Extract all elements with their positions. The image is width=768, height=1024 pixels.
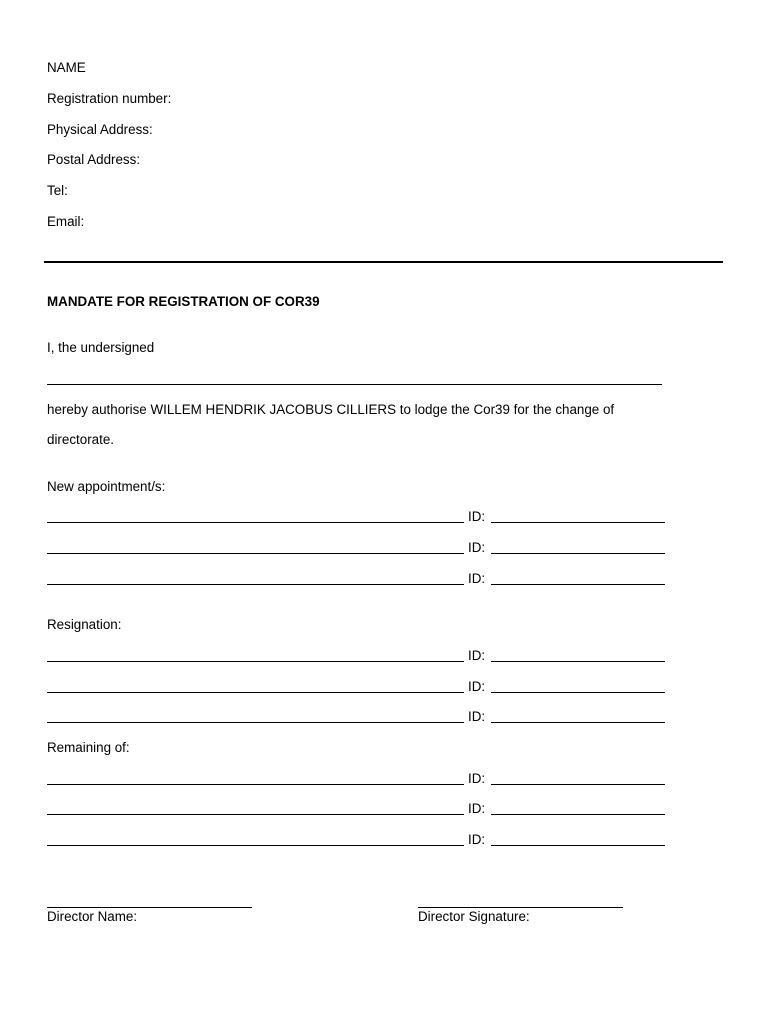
director-signature-label: Director Signature: [418, 909, 530, 924]
appointee-name-line[interactable] [47, 584, 464, 585]
id-number-line[interactable] [491, 661, 665, 662]
authorise-text-line1: hereby authorise WILLEM HENDRIK JACOBUS CILLIERS to lodge the Cor39 for the change of [47, 402, 615, 417]
id-label: ID: [468, 648, 486, 663]
remaining-director-name-line[interactable] [47, 845, 464, 846]
appointee-name-line[interactable] [47, 522, 464, 523]
id-number-line[interactable] [491, 845, 665, 846]
director-name-label: Director Name: [47, 909, 138, 924]
remaining-row [47, 771, 667, 789]
id-label: ID: [468, 679, 486, 694]
tel-label: Tel: [47, 183, 68, 198]
id-label: ID: [468, 832, 486, 847]
id-number-line[interactable] [491, 692, 665, 693]
id-number-line[interactable] [491, 553, 665, 554]
physical-address-label: Physical Address: [47, 122, 153, 137]
id-number-line[interactable] [491, 522, 665, 523]
id-label: ID: [468, 801, 486, 816]
id-label: ID: [468, 571, 486, 586]
director-signature-line[interactable] [418, 907, 623, 908]
email-label: Email: [47, 214, 85, 229]
id-number-line[interactable] [491, 722, 665, 723]
new-appointment-row [47, 540, 667, 558]
undersigned-intro: I, the undersigned [47, 340, 155, 355]
id-label: ID: [468, 509, 486, 524]
resignee-name-line[interactable] [47, 692, 464, 693]
remaining-row [47, 801, 667, 819]
undersigned-name-line[interactable] [47, 384, 662, 385]
id-label: ID: [468, 709, 486, 724]
id-label: ID: [468, 771, 486, 786]
registration-number-label: Registration number: [47, 91, 172, 106]
resignation-row [47, 648, 667, 666]
resignee-name-line[interactable] [47, 661, 464, 662]
resignation-row [47, 679, 667, 697]
new-appointment-row [47, 571, 667, 589]
id-label: ID: [468, 540, 486, 555]
remaining-row [47, 832, 667, 850]
mandate-title: MANDATE FOR REGISTRATION OF COR39 [47, 294, 320, 309]
id-number-line[interactable] [491, 584, 665, 585]
remaining-director-name-line[interactable] [47, 814, 464, 815]
appointee-name-line[interactable] [47, 553, 464, 554]
director-name-line[interactable] [47, 907, 252, 908]
authorise-text-line2: directorate. [47, 432, 114, 447]
resignee-name-line[interactable] [47, 722, 464, 723]
new-appointment-row [47, 509, 667, 527]
name-field-label: NAME [47, 60, 86, 75]
resignation-label: Resignation: [47, 617, 122, 632]
remaining-label: Remaining of: [47, 740, 130, 755]
new-appointments-label: New appointment/s: [47, 479, 166, 494]
remaining-director-name-line[interactable] [47, 784, 464, 785]
id-number-line[interactable] [491, 784, 665, 785]
header-divider [44, 261, 723, 263]
postal-address-label: Postal Address: [47, 152, 141, 167]
id-number-line[interactable] [491, 814, 665, 815]
resignation-row [47, 709, 667, 727]
